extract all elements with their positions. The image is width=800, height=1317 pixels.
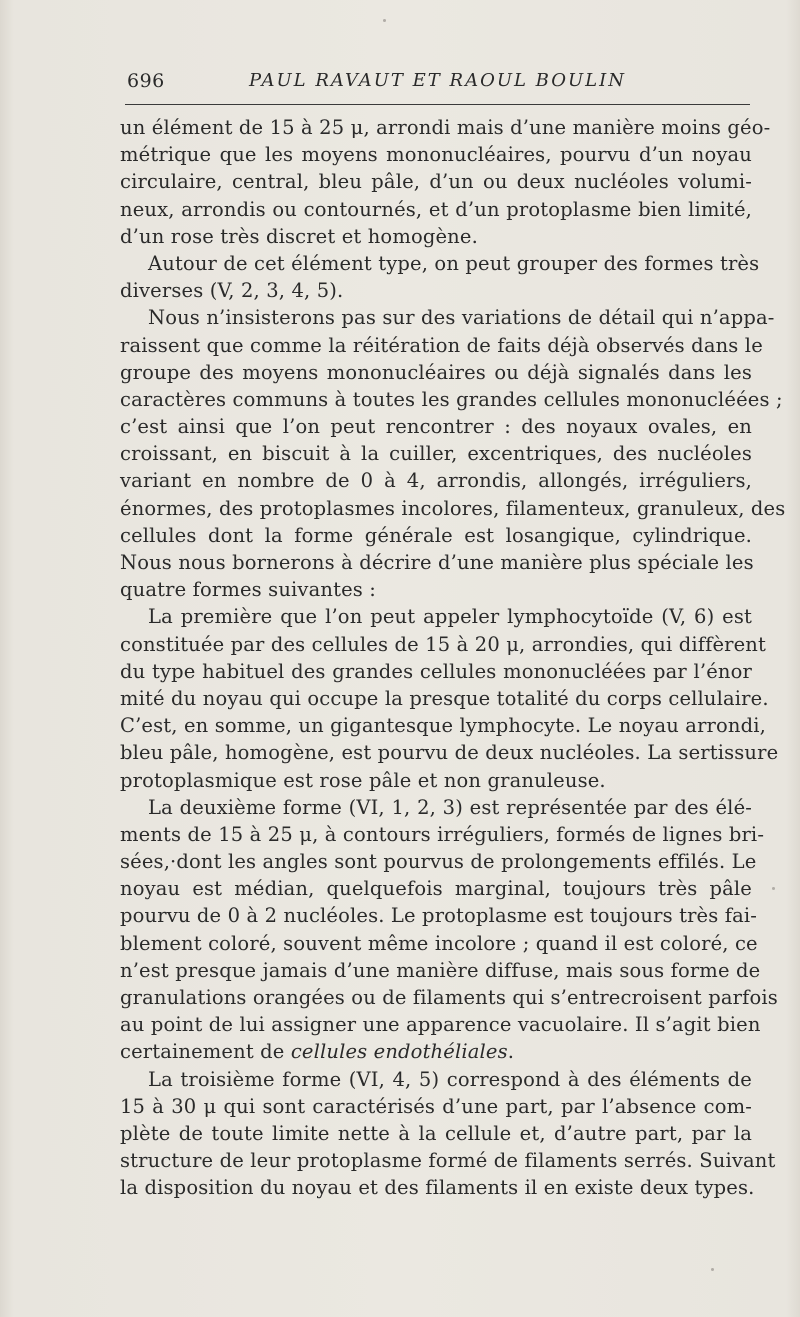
paragraph <box>120 794 778 1066</box>
text-line: croissant, en biscuit à la cuiller, excentriques, des nucléoles <box>120 442 752 466</box>
text-line: La première que l’on peut appeler lymphocytoïde (V, 6) est <box>148 605 752 629</box>
text-line: du type habituel des grandes cellules mononucléées par l’énor <box>120 659 752 683</box>
text-line: groupe des moyens mononucléaires ou déjà signalés dans les <box>120 360 752 384</box>
paragraph <box>120 114 771 250</box>
text-line: Nous nous bornerons à décrire d’une manière plus spéciale les <box>120 551 754 574</box>
text-line: noyau est médian, quelquefois marginal, toujours très pâle <box>120 877 752 901</box>
text-line: cellules dont la forme générale est losangique, cylindrique. <box>120 523 752 547</box>
text-line: Nous n’insisterons pas sur des variations de détail qui n’appa- <box>148 306 775 330</box>
text-line: mité du noyau qui occupe la presque totalité du corps cellulaire. <box>120 686 769 710</box>
paragraph <box>120 250 760 304</box>
text-line: d’un rose très discret et homogène. <box>120 224 478 248</box>
text-line: granulations orangées ou de filaments qui s’entrecroisent parfois <box>120 986 778 1009</box>
text-line: c’est ainsi que l’on peut rencontrer : des noyaux ovales, en <box>120 415 752 439</box>
text-line: caractères communs à toutes les grandes cellules mononucléées ; <box>120 387 783 411</box>
text-line: sées,·dont les angles sont pourvus de prolongements effilés. Le <box>120 850 757 874</box>
text-line: plète de toute limite nette à la cellule et, d’autre part, par la <box>120 1121 752 1145</box>
paper-speck <box>711 1268 714 1271</box>
text-line: certainement de cellules endothéliales. <box>120 1040 515 1064</box>
text-line: quatre formes suivantes : <box>120 578 376 602</box>
text-line: n’est presque jamais d’une manière diffuse, mais sous forme de <box>120 958 761 982</box>
text-line: La troisième forme (VI, 4, 5) correspond à des éléments de <box>148 1067 752 1091</box>
text-line: pourvu de 0 à 2 nucléoles. Le protoplasme est toujours très fai- <box>120 904 758 928</box>
body-text <box>120 114 786 1202</box>
text-line: un élément de 15 à 25 μ, arrondi mais d’une manière moins géo- <box>120 116 771 139</box>
text-line: la disposition du noyau et des filaments il en existe deux types. <box>120 1176 755 1200</box>
text-line: métrique que les moyens mononucléaires, pourvu d’un noyau <box>120 143 752 167</box>
text-line: protoplasmique est rose pâle et non granuleuse. <box>120 768 606 792</box>
paper-speck <box>772 887 775 890</box>
page-number: 696 <box>127 70 165 92</box>
text-line: au point de lui assigner une apparence vacuolaire. Il s’agit bien <box>120 1013 761 1037</box>
text-line: Autour de cet élément type, on peut grouper des formes très <box>148 251 760 275</box>
text-line: diverses (V, 2, 3, 4, 5). <box>120 279 344 303</box>
text-line: énormes, des protoplasmes incolores, filamenteux, granuleux, des <box>120 496 786 520</box>
text-line: La deuxième forme (VI, 1, 2, 3) est représentée par des élé- <box>148 795 752 819</box>
paragraph <box>120 1066 776 1202</box>
header-rule <box>125 104 750 105</box>
running-title: PAUL RAVAUT ET RAOUL BOULIN <box>249 70 626 91</box>
text-line: structure de leur protoplasme formé de filaments serrés. Suivant <box>120 1149 776 1173</box>
text-line: circulaire, central, bleu pâle, d’un ou deux nucléoles volumi- <box>120 170 752 194</box>
text-line: bleu pâle, homogène, est pourvu de deux nucléoles. La sertissure <box>120 741 779 765</box>
text-line: 15 à 30 μ qui sont caractérisés d’une part, par l’absence com- <box>120 1094 752 1118</box>
text-line: raissent que comme la réitération de faits déjà observés dans le <box>120 333 763 357</box>
paper-speck <box>383 19 386 22</box>
text-line: variant en nombre de 0 à 4, arrondis, allongés, irréguliers, <box>120 469 752 493</box>
text-line: neux, arrondis ou contournés, et d’un protoplasme bien limité, <box>120 197 752 221</box>
text-line: ments de 15 à 25 μ, à contours irréguliers, formés de lignes bri- <box>120 822 765 846</box>
text-line: blement coloré, souvent même incolore ; quand il est coloré, ce <box>120 931 758 955</box>
paragraph <box>120 603 779 793</box>
text-line: constituée par des cellules de 15 à 20 μ, arrondies, qui diffèrent <box>120 632 767 656</box>
page-header <box>125 64 750 104</box>
text-line: C’est, en somme, un gigantesque lymphocyte. Le noyau arrondi, <box>120 714 766 738</box>
paragraph <box>120 304 786 603</box>
italic-phrase: cellules endothéliales <box>290 1040 508 1064</box>
